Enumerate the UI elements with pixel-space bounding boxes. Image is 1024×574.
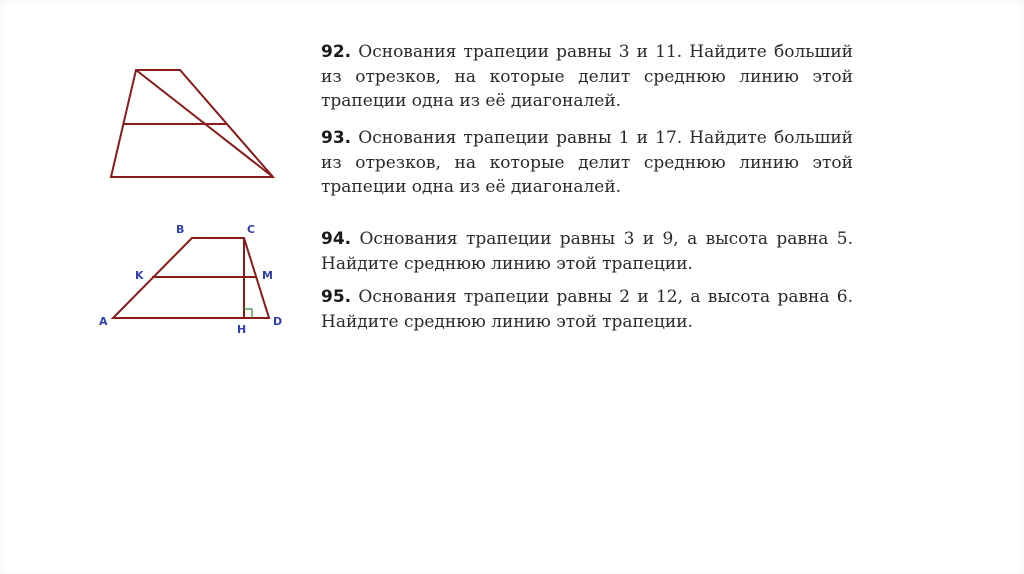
problem-92 [321,40,853,114]
problem-95 [321,285,853,334]
problem-number: 92. [321,42,352,62]
problem-text: Основания трапеции равны 1 и 17. Найдите больший из отрезков, на которые делит среднюю линию этой трапеции одна из её диагоналей. [321,128,854,197]
label-k: K [135,269,144,282]
problem-number: 94. [321,229,352,249]
label-m: M [262,269,273,282]
problem-text: Основания трапеции равны 2 и 12, а высота равна 6. Найдите среднюю линию этой трапеции. [321,287,854,332]
label-d: D [273,315,283,328]
right-angle-marker [244,309,252,318]
label-c: C [247,223,256,236]
problem-text: Основания трапеции равны 3 и 11. Найдите больший из отрезков, на которые делит среднюю линию этой трапеции одна из её диагоналей. [321,42,854,111]
label-b: B [176,223,185,236]
problem-number: 95. [321,287,352,307]
problem-number: 93. [321,128,352,148]
problem-93 [321,126,853,200]
problem-94 [321,227,853,276]
problem-text: Основания трапеции равны 3 и 9, а высота равна 5. Найдите среднюю линию этой трапеции. [321,229,853,274]
label-a: A [99,315,108,328]
label-h: H [237,323,247,336]
